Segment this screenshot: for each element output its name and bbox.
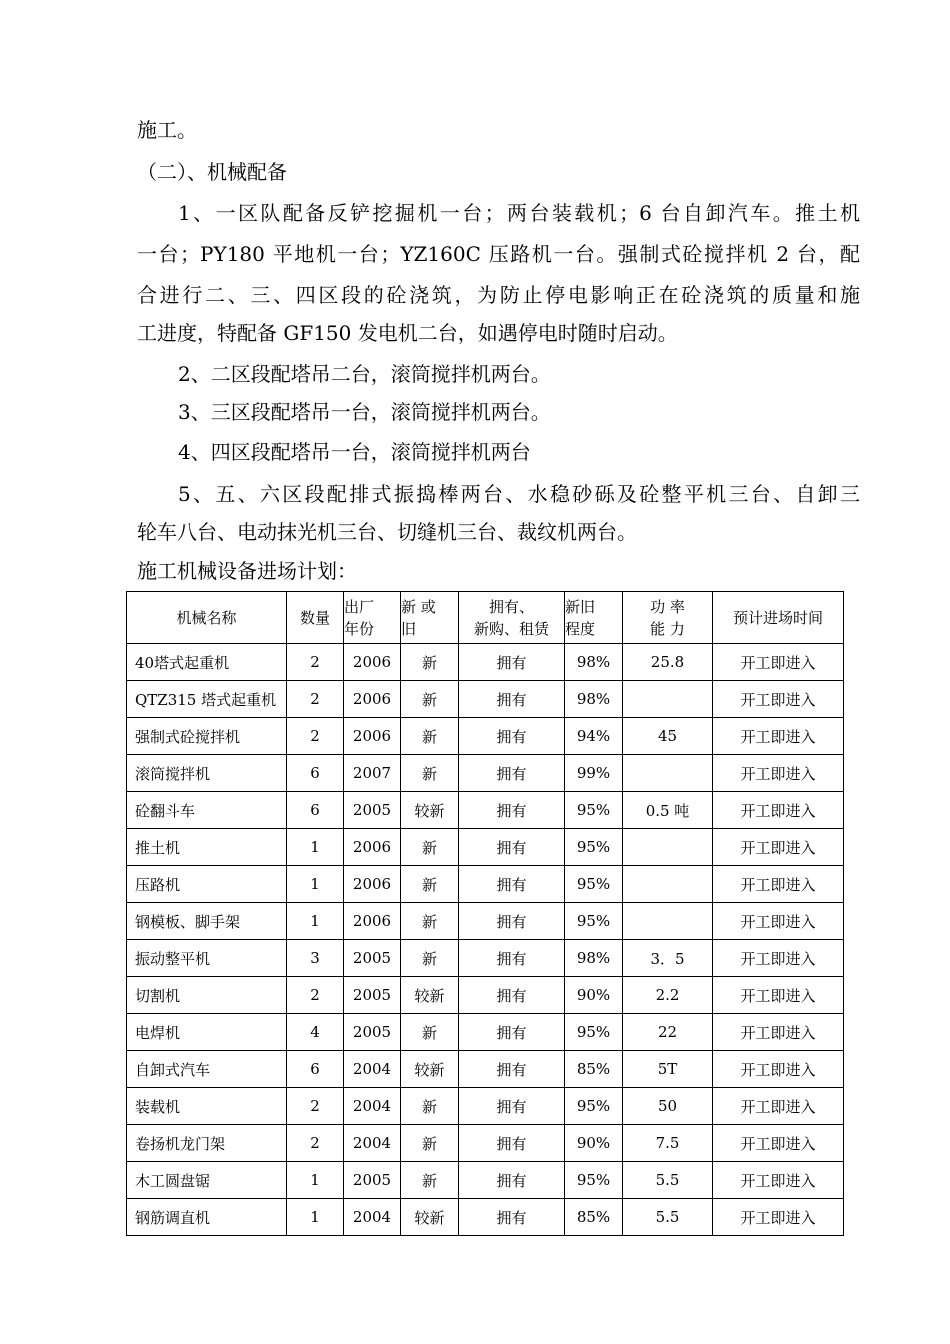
cell-entry-time: 开工即进入: [713, 940, 844, 977]
cell-ownership: 拥有: [459, 977, 565, 1014]
cell-machine-name: 滚筒搅拌机: [127, 755, 287, 792]
cell-entry-time: 开工即进入: [713, 718, 844, 755]
cell-condition: 95%: [565, 829, 623, 866]
cell-machine-name: 砼翻斗车: [127, 792, 287, 829]
cell-condition: 90%: [565, 1125, 623, 1162]
cell-new-or-old: 新: [401, 940, 459, 977]
cell-entry-time: 开工即进入: [713, 792, 844, 829]
cell-condition: 85%: [565, 1199, 623, 1236]
cell-ownership: 拥有: [459, 681, 565, 718]
item1-line3: 合进行二、三、四区段的砼浇筑，为防止停电影响正在砼浇筑的质量和施: [137, 283, 860, 307]
cell-new-or-old: 较新: [401, 1051, 459, 1088]
table-row: [127, 866, 844, 903]
cell-year: 2007: [344, 755, 401, 792]
item2-line: 2、二区段配塔吊二台，滚筒搅拌机两台。: [178, 362, 551, 386]
cell-year: 2006: [344, 644, 401, 681]
cell-condition: 90%: [565, 977, 623, 1014]
cell-condition: 98%: [565, 940, 623, 977]
header-quantity: 数量: [287, 592, 344, 644]
cell-quantity: 6: [287, 792, 344, 829]
cell-entry-time: 开工即进入: [713, 1088, 844, 1125]
cell-ownership: 拥有: [459, 940, 565, 977]
cell-power: [623, 681, 713, 718]
cell-quantity: 1: [287, 866, 344, 903]
cell-new-or-old: 新: [401, 755, 459, 792]
cell-machine-name: 推土机: [127, 829, 287, 866]
cell-ownership: 拥有: [459, 903, 565, 940]
header-cond-line1: 新旧: [565, 597, 596, 616]
cell-machine-name: 钢模板、脚手架: [127, 903, 287, 940]
cell-condition: 95%: [565, 1162, 623, 1199]
table-row: [127, 755, 844, 792]
cell-condition: 98%: [565, 681, 623, 718]
item3-line: 3、三区段配塔吊一台，滚筒搅拌机两台。: [178, 400, 551, 424]
cell-machine-name: 强制式砼搅拌机: [127, 718, 287, 755]
cell-power: [623, 866, 713, 903]
cell-condition: 95%: [565, 1088, 623, 1125]
cell-new-or-old: 新: [401, 1162, 459, 1199]
cell-power: 0.5 吨: [623, 792, 713, 829]
cell-ownership: 拥有: [459, 1088, 565, 1125]
cell-new-or-old: 较新: [401, 792, 459, 829]
table-row: [127, 977, 844, 1014]
cell-machine-name: 卷扬机龙门架: [127, 1125, 287, 1162]
cell-ownership: 拥有: [459, 1014, 565, 1051]
header-year: [344, 592, 401, 644]
header-new-line2: 旧: [401, 619, 417, 638]
cell-ownership: 拥有: [459, 866, 565, 903]
cell-power: 3．5: [623, 940, 713, 977]
cell-condition: 94%: [565, 718, 623, 755]
cell-machine-name: 装载机: [127, 1088, 287, 1125]
cell-year: 2004: [344, 1125, 401, 1162]
item5-line2: 轮车八台、电动抹光机三台、切缝机三台、裁纹机两台。: [137, 520, 637, 544]
cell-entry-time: 开工即进入: [713, 866, 844, 903]
cell-power: 25.8: [623, 644, 713, 681]
cell-condition: 95%: [565, 1014, 623, 1051]
cell-year: 2006: [344, 681, 401, 718]
cell-year: 2006: [344, 903, 401, 940]
cell-quantity: 3: [287, 940, 344, 977]
cell-new-or-old: 新: [401, 1088, 459, 1125]
cell-condition: 99%: [565, 755, 623, 792]
cell-power: 5.5: [623, 1162, 713, 1199]
table-row: [127, 1014, 844, 1051]
cell-power: 5.5: [623, 1199, 713, 1236]
text-line-continuation: 施工。: [137, 118, 197, 142]
cell-quantity: 2: [287, 1125, 344, 1162]
cell-year: 2004: [344, 1051, 401, 1088]
header-condition: [565, 592, 623, 644]
header-year-line2: 年份: [344, 619, 375, 638]
cell-power: [623, 755, 713, 792]
cell-machine-name: 木工圆盘锯: [127, 1162, 287, 1199]
header-own-line2: 新购、租赁: [473, 619, 549, 638]
cell-entry-time: 开工即进入: [713, 1125, 844, 1162]
cell-entry-time: 开工即进入: [713, 1051, 844, 1088]
table-row: [127, 940, 844, 977]
header-entry-time: 预计进场时间: [713, 592, 844, 644]
table-row: [127, 903, 844, 940]
cell-power: 45: [623, 718, 713, 755]
cell-new-or-old: 新: [401, 681, 459, 718]
cell-condition: 95%: [565, 866, 623, 903]
cell-ownership: 拥有: [459, 1199, 565, 1236]
table-row: [127, 1162, 844, 1199]
cell-new-or-old: 新: [401, 1125, 459, 1162]
item5-line1: 5、五、六区段配排式振捣棒两台、水稳砂砾及砼整平机三台、自卸三: [178, 482, 860, 506]
cell-entry-time: 开工即进入: [713, 829, 844, 866]
cell-condition: 85%: [565, 1051, 623, 1088]
table-row: [127, 1199, 844, 1236]
cell-power: 5T: [623, 1051, 713, 1088]
table-row: [127, 792, 844, 829]
cell-new-or-old: 新: [401, 718, 459, 755]
cell-quantity: 6: [287, 755, 344, 792]
header-cond-line2: 程度: [565, 619, 596, 638]
cell-new-or-old: 新: [401, 866, 459, 903]
cell-power: 2.2: [623, 977, 713, 1014]
cell-year: 2006: [344, 718, 401, 755]
cell-new-or-old: 新: [401, 644, 459, 681]
cell-entry-time: 开工即进入: [713, 1199, 844, 1236]
cell-ownership: 拥有: [459, 829, 565, 866]
table-row: [127, 681, 844, 718]
cell-ownership: 拥有: [459, 718, 565, 755]
cell-condition: 95%: [565, 792, 623, 829]
cell-year: 2005: [344, 977, 401, 1014]
cell-machine-name: 40塔式起重机: [127, 644, 287, 681]
cell-entry-time: 开工即进入: [713, 1014, 844, 1051]
cell-machine-name: 振动整平机: [127, 940, 287, 977]
cell-power: [623, 829, 713, 866]
table-row: [127, 1051, 844, 1088]
cell-condition: 98%: [565, 644, 623, 681]
cell-entry-time: 开工即进入: [713, 903, 844, 940]
section-heading: （二）、机械配备: [137, 160, 287, 184]
cell-quantity: 2: [287, 644, 344, 681]
cell-year: 2006: [344, 866, 401, 903]
cell-ownership: 拥有: [459, 1125, 565, 1162]
cell-quantity: 1: [287, 829, 344, 866]
header-power: [623, 592, 713, 644]
cell-machine-name: 自卸式汽车: [127, 1051, 287, 1088]
cell-new-or-old: 较新: [401, 977, 459, 1014]
table-row: [127, 644, 844, 681]
table-row: [127, 829, 844, 866]
cell-new-or-old: 较新: [401, 1199, 459, 1236]
header-new-line1: 新 或: [401, 597, 436, 616]
cell-entry-time: 开工即进入: [713, 977, 844, 1014]
header-ownership: [459, 592, 565, 644]
cell-new-or-old: 新: [401, 903, 459, 940]
cell-quantity: 2: [287, 718, 344, 755]
cell-entry-time: 开工即进入: [713, 755, 844, 792]
table-row: [127, 1088, 844, 1125]
cell-machine-name: 电焊机: [127, 1014, 287, 1051]
cell-entry-time: 开工即进入: [713, 681, 844, 718]
cell-year: 2004: [344, 1088, 401, 1125]
header-new-or-old: [401, 592, 459, 644]
cell-machine-name: 切割机: [127, 977, 287, 1014]
cell-condition: 95%: [565, 903, 623, 940]
cell-entry-time: 开工即进入: [713, 644, 844, 681]
cell-power: 22: [623, 1014, 713, 1051]
cell-quantity: 1: [287, 903, 344, 940]
cell-quantity: 6: [287, 1051, 344, 1088]
cell-quantity: 4: [287, 1014, 344, 1051]
table-title: 施工机械设备进场计划：: [137, 559, 357, 583]
cell-ownership: 拥有: [459, 1051, 565, 1088]
cell-power: [623, 903, 713, 940]
table-row: [127, 1125, 844, 1162]
header-power-line1: 功 率: [650, 597, 685, 616]
cell-quantity: 2: [287, 977, 344, 1014]
item1-line2: 一台；PY180 平地机一台；YZ160C 压路机一台。强制式砼搅拌机 2 台，配: [137, 242, 860, 266]
cell-ownership: 拥有: [459, 755, 565, 792]
table-row: [127, 718, 844, 755]
table-header-row: [127, 592, 844, 644]
cell-machine-name: QTZ315 塔式起重机: [127, 681, 287, 718]
cell-year: 2005: [344, 1014, 401, 1051]
cell-ownership: 拥有: [459, 1162, 565, 1199]
cell-quantity: 2: [287, 681, 344, 718]
item1-line4: 工进度，特配备 GF150 发电机二台，如遇停电时随时启动。: [137, 321, 678, 345]
cell-quantity: 1: [287, 1199, 344, 1236]
cell-quantity: 2: [287, 1088, 344, 1125]
equipment-table: [126, 591, 844, 1236]
cell-year: 2006: [344, 829, 401, 866]
cell-ownership: 拥有: [459, 644, 565, 681]
item4-line: 4、四区段配塔吊一台，滚筒搅拌机两台: [178, 440, 531, 464]
cell-year: 2004: [344, 1199, 401, 1236]
cell-machine-name: 钢筋调直机: [127, 1199, 287, 1236]
cell-year: 2005: [344, 940, 401, 977]
cell-new-or-old: 新: [401, 829, 459, 866]
header-machine-name: 机械名称: [127, 592, 287, 644]
cell-power: 7.5: [623, 1125, 713, 1162]
cell-ownership: 拥有: [459, 792, 565, 829]
item1-line1: 1、一区队配备反铲挖掘机一台；两台装载机；6 台自卸汽车。推土机: [178, 201, 860, 225]
cell-machine-name: 压路机: [127, 866, 287, 903]
cell-power: 50: [623, 1088, 713, 1125]
header-power-line2: 能 力: [650, 619, 685, 638]
cell-entry-time: 开工即进入: [713, 1162, 844, 1199]
header-own-line1: 拥有、: [488, 597, 534, 616]
cell-year: 2005: [344, 792, 401, 829]
cell-quantity: 1: [287, 1162, 344, 1199]
header-year-line1: 出厂: [344, 597, 375, 616]
cell-year: 2005: [344, 1162, 401, 1199]
cell-new-or-old: 新: [401, 1014, 459, 1051]
